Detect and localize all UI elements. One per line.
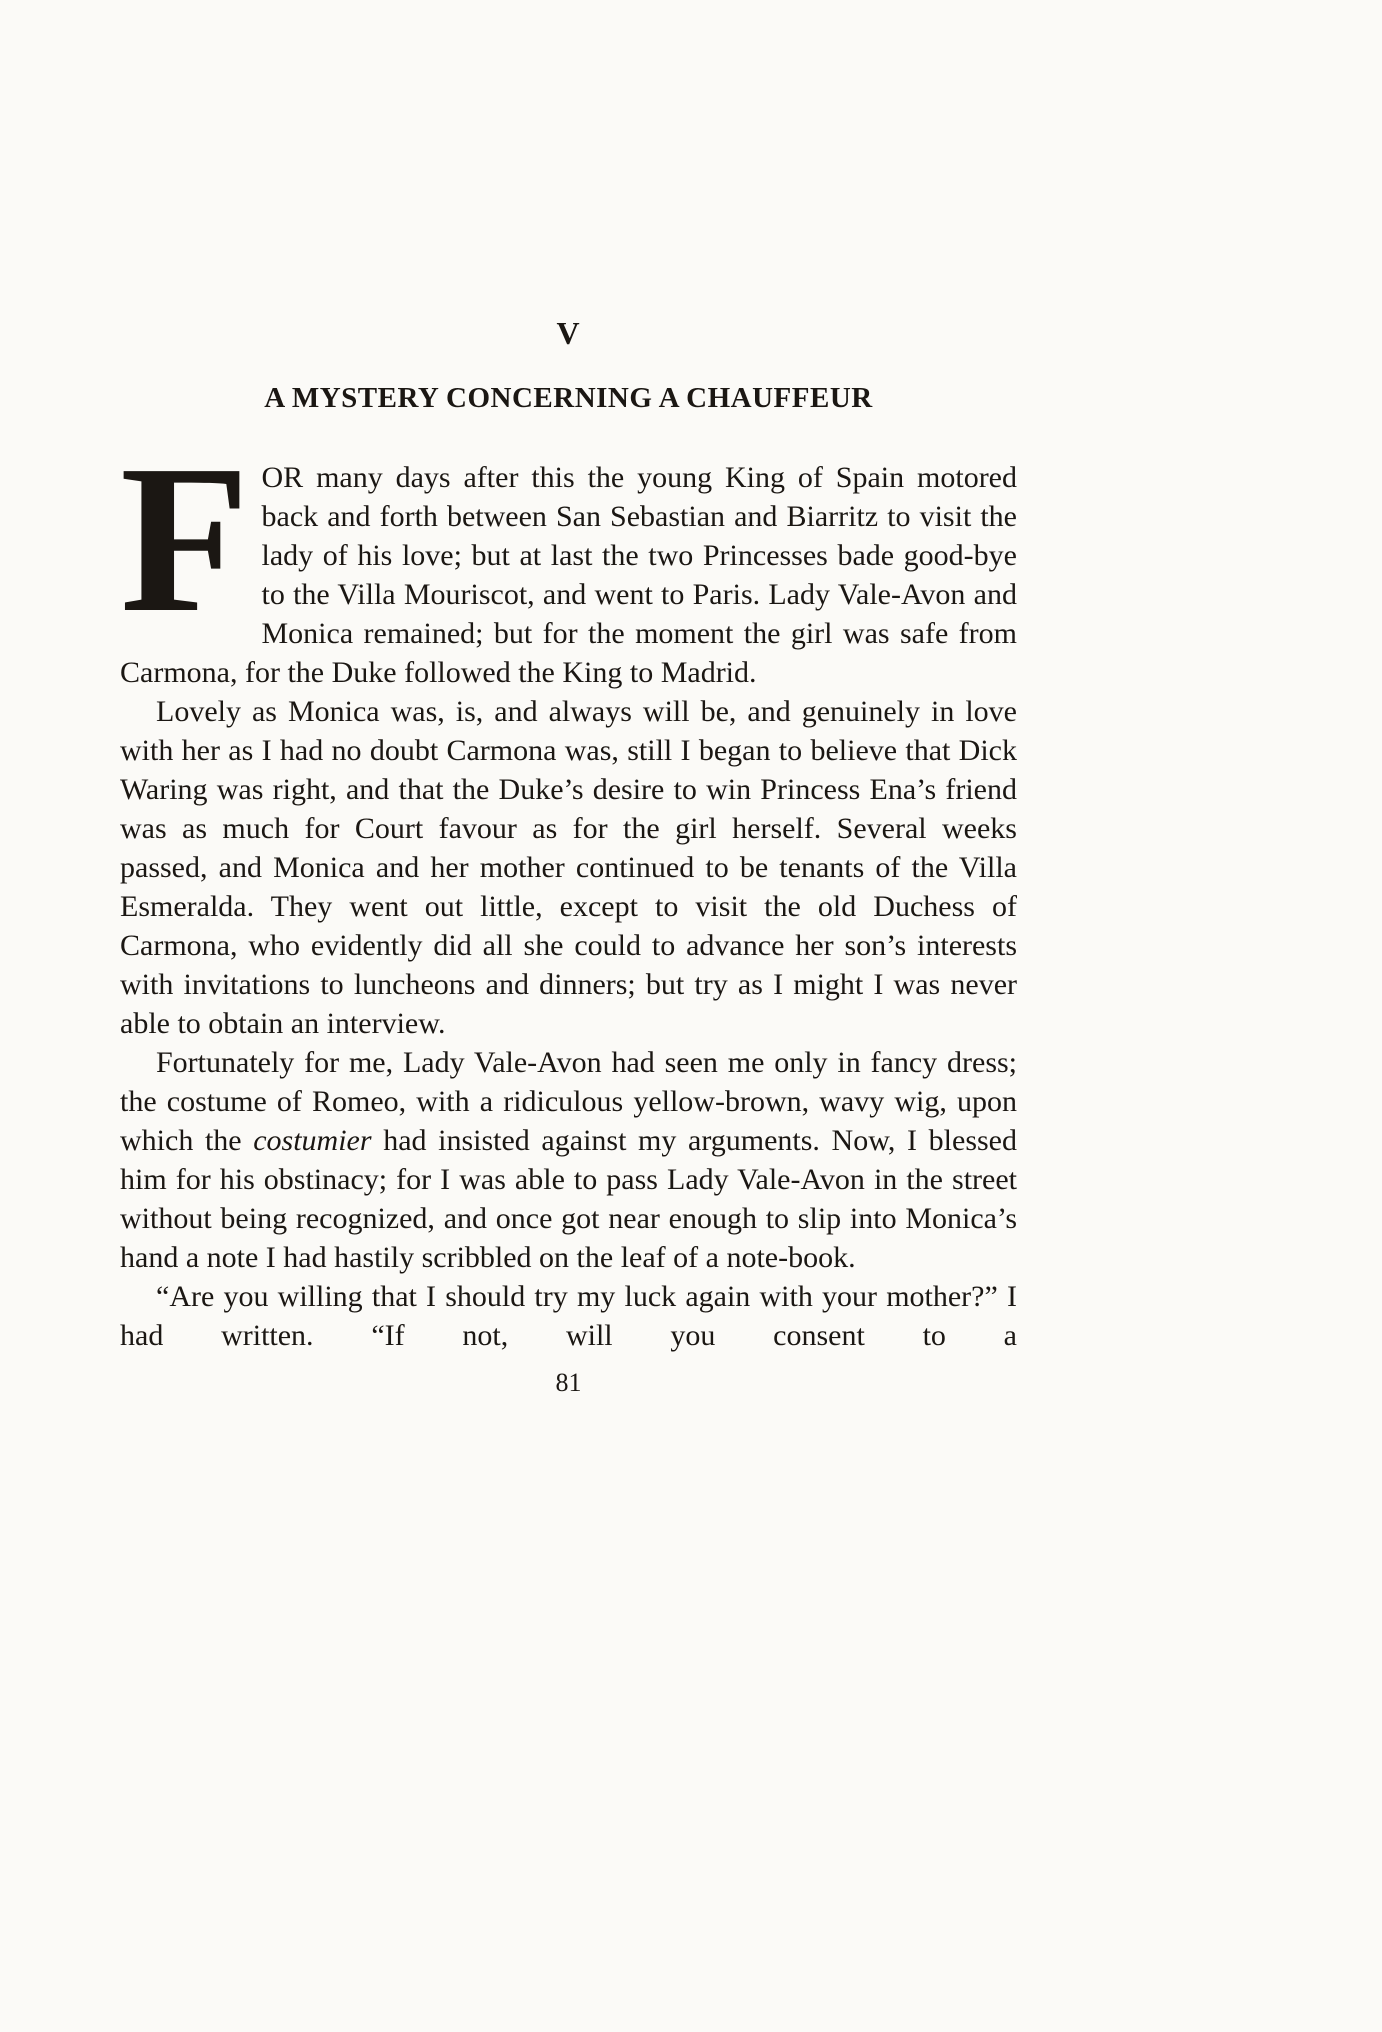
paragraph-text: Fortunately for me, Lady Vale-Avon had seen me only in fancy dress; the costume of Romeo, with a ridiculous yellow-brown, wavy wig, upon which the	[120, 1046, 1017, 1157]
chapter-number: V	[556, 315, 581, 351]
paragraph-text: had insisted against my arguments. Now, I blessed him for his obstinacy; for I was able to pass Lady Vale-Avon in the street without being recognized, and once got near enough to slip into Monica’s hand a note I had hastily scribbled on the leaf of a note-book.	[120, 1124, 1017, 1274]
book-page	[120, 0, 1017, 1399]
chapter-title: A MYSTERY CONCERNING A CHAUFFEUR	[264, 382, 873, 414]
drop-cap: F	[120, 421, 246, 656]
paragraph	[120, 1043, 1017, 1277]
paragraph-text: OR many days after this the young King of Spain motored back and forth between San Sebastian and Biarritz to visit the lady of his love; but at last the two Princesses bade good-bye to the Villa Mouriscot, and went to Paris. Lady Vale-Avon and Monica remained; but for the moment the girl was safe from Carmona, for the Duke followed the King to Madrid.	[120, 461, 1017, 689]
paragraph: “Are you willing that I should try my luck again with your mother?” I had written. “If not, will you consent to a	[120, 1280, 1017, 1352]
body-text	[120, 421, 1017, 1355]
paragraph: Lovely as Monica was, is, and always will be, and genuinely in love with her as I had no doubt Carmona was, still I began to believe that Dick Waring was right, and that the Duke’s desire to win Princess Ena’s friend was as much for Court favour as for the girl herself. Several weeks passed, and Monica and her mother continued to be tenants of the Villa Esmeralda. They went out little, except to visit the old Duchess of Carmona, who evidently did all she could to advance her son’s interests with invitations to luncheons and dinners; but try as I might I was never able to obtain an interview.	[120, 695, 1017, 1040]
page-number: 81	[555, 1368, 582, 1397]
paragraph	[120, 421, 1017, 692]
italic-word: costumier	[253, 1124, 372, 1157]
